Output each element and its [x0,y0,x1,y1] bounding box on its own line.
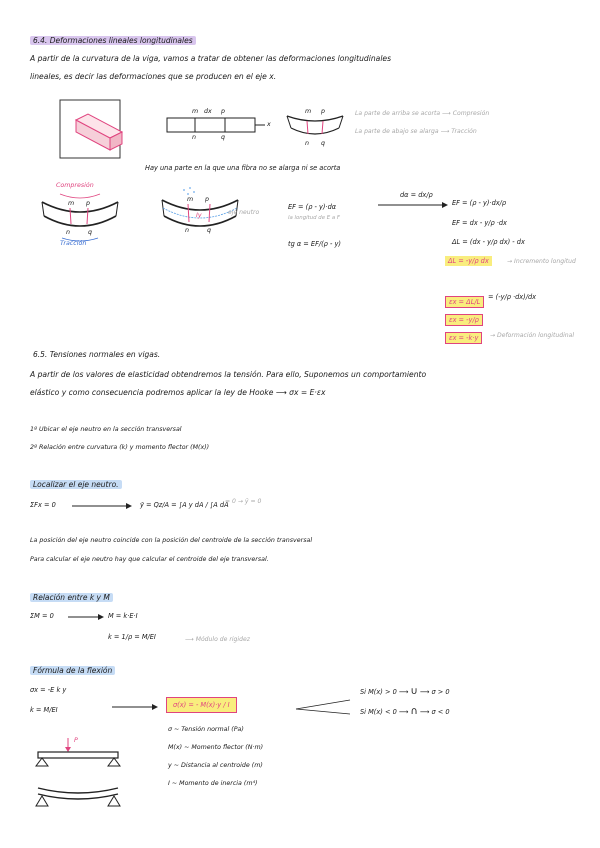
ef-equation-2: EF = (ρ - y)·dx/ρ [452,199,507,207]
label-traccion: Tracción [60,240,87,247]
def-sigma: σ ~ Tensión normal (Pa) [168,726,244,733]
neutral-sentence: Hay una parte en la que una fibra no se alarga ni se acorta [145,164,341,172]
beam-label-q: q [221,134,225,141]
arrow-right-icon: ⟶ [419,688,432,696]
beam-label-n: n [192,134,196,141]
branch-arrows-icon [296,700,356,718]
ef-equation-3: EF = dx - y/ρ ·dx [452,219,507,227]
arrow-right-icon: ⟶ [398,708,411,716]
def-inertia: I ~ Momento de inercia (m⁴) [168,780,258,787]
note-compress [355,110,489,117]
arrow-right-icon: ⟶ [398,688,411,696]
epsilon-2: εx = -y/ρ [445,314,483,326]
case-2-condition: Si M(x) < 0 [360,708,397,716]
k-equation: k = 1/ρ = M/EI [108,633,156,641]
beam-label-dx: dx [204,108,212,115]
beam-label-p: p [221,108,225,115]
dalpha-equation: dα = dx/ρ [400,191,433,199]
m-equation: M = k·E·I [108,612,138,620]
label-compresion: Compresión [56,182,94,189]
curved-beam-element [285,112,345,142]
sec65-line-2 [30,388,325,397]
tg-equation: tg α = EF/(ρ - y) [288,240,341,248]
case-1-condition: Si M(x) > 0 [360,688,397,696]
ef-caption: la longitud de E a F [288,215,341,221]
ef-equation: EF = (ρ - y)·dα [288,203,337,211]
curved-label-q: q [321,140,325,147]
right-label-m: m [187,196,194,203]
beam-3d-sketch [58,98,138,168]
case-1 [360,686,450,697]
left-label-n: n [66,229,70,236]
sec65-line-1: A partir de los valores de elasticidad obtendremos la tensión. Para ello, Suponemos un comportamiento [30,370,427,379]
beam-element-diagram [165,110,275,150]
neutral-line-1: La posición del eje neutro coincide con la posición del centroide de la sección transversal [30,537,313,544]
epsilon-1: εx = ΔL/L [445,296,484,308]
k-flexion-equation: k = M/EI [30,706,58,714]
concave-up-icon: ∪ [410,686,418,697]
flexion-title: Fórmula de la flexión [30,666,115,675]
note-tension-result: Tracción [451,128,477,135]
sec65-line-2-text: elástico y como consecuencia podremos aplicar la ley de Hooke [30,388,274,397]
note-compress-result: Compresión [452,110,490,117]
iy-label: Iy [196,212,202,219]
arrow-right-icon: ⟶ [185,636,196,643]
curved-label-m: m [305,108,312,115]
note-compress-text: La parte de arriba se acorta [355,110,441,117]
relation-title: Relación entre k y M [30,593,113,602]
concave-down-icon: ∩ [410,706,418,717]
step-2: 2º Relación entre curvatura (k) y momento flector (M(x)) [30,444,210,451]
sum-fx: ΣFx = 0 [30,501,56,509]
ybar-zero: = 0 → ȳ = 0 [225,498,262,505]
curved-label-n: n [305,140,309,147]
case-2-result: σ < 0 [431,708,450,716]
right-label-q: q [207,227,211,234]
intro-line-1: A partir de la curvatura de la viga, vamos a tratar de obtener las deformaciones longitudinales [30,54,392,63]
arrow-right-icon: → [507,258,515,265]
arrow-right-icon: ⟶ [442,110,451,117]
arrow-right-icon: ⟶ [275,388,290,397]
left-label-m: m [68,200,75,207]
long-arrow-icon [68,613,104,621]
left-label-p: p [86,200,90,207]
case-2 [360,706,450,717]
eje-neutro-label: eje neutro [228,209,260,216]
neutral-axis-title: Localizar el eje neutro. [30,480,122,489]
intro-line-2: lineales, es decir las deformaciones que se producen en el eje x. [30,72,277,81]
beam-load-diagrams [34,736,124,812]
sigma-equation: σx = -E k y [30,686,67,694]
ybar-equation: ȳ = Qz/A = ∫A y dA / ∫A dA [140,501,229,509]
epsilon-3: εx = -k·y [445,332,482,344]
curved-label-p: p [321,108,325,115]
hooke-law: σx = E·εx [289,388,326,397]
deformacion-text: Deformación longitudinal [497,332,575,339]
arrow-right-icon: → [490,332,498,339]
beam-label-m: m [192,108,199,115]
long-arrow-icon [112,703,158,711]
dl-equation: ΔL = (dx - y/ρ dx) - dx [452,238,525,246]
sum-m: ΣM = 0 [30,612,54,620]
deformacion-note [490,332,575,339]
neutral-line-2: Para calcular el eje neutro hay que calcular el centroide del eje transversal. [30,556,269,563]
flexure-formula: σ(x) = - M(x)·y / I [166,697,237,713]
incremento-note [507,258,577,265]
long-arrow-icon [378,200,448,210]
load-label: P [74,737,78,744]
def-moment: M(x) ~ Momento flector (N·m) [168,744,264,751]
modulo-rigidez [185,636,250,643]
note-tension-text: La parte de abajo se alarga [355,128,439,135]
long-arrow-icon [72,502,132,510]
right-label-n: n [185,227,189,234]
curved-beam-compression-tension [40,194,120,244]
step-1: 1º Ubicar el eje neutro en la sección transversal [30,426,182,433]
left-label-q: q [88,229,92,236]
modulo-text: Módulo de rigidez [195,636,250,643]
note-tension [355,128,477,135]
def-distance: y ~ Distancia al centroide (m) [168,762,263,769]
dl-result-box [445,256,492,266]
dl-result: ΔL = -y/ρ dx [448,257,489,265]
incremento-text: Incremento longitud [514,258,576,265]
arrow-right-icon: ⟶ [419,708,432,716]
arrow-right-icon: ⟶ [440,128,450,135]
axis-x-label: x [267,121,271,128]
section-6-5-title: 6.5. Tensiones normales en vigas. [33,350,161,359]
section-6-4-title: 6.4. Deformaciones lineales longitudinales [30,36,196,45]
right-label-p: p [205,196,209,203]
case-1-result: σ > 0 [431,688,450,696]
epsilon-1-fraction: = (-y/ρ ·dx)/dx [488,293,537,301]
